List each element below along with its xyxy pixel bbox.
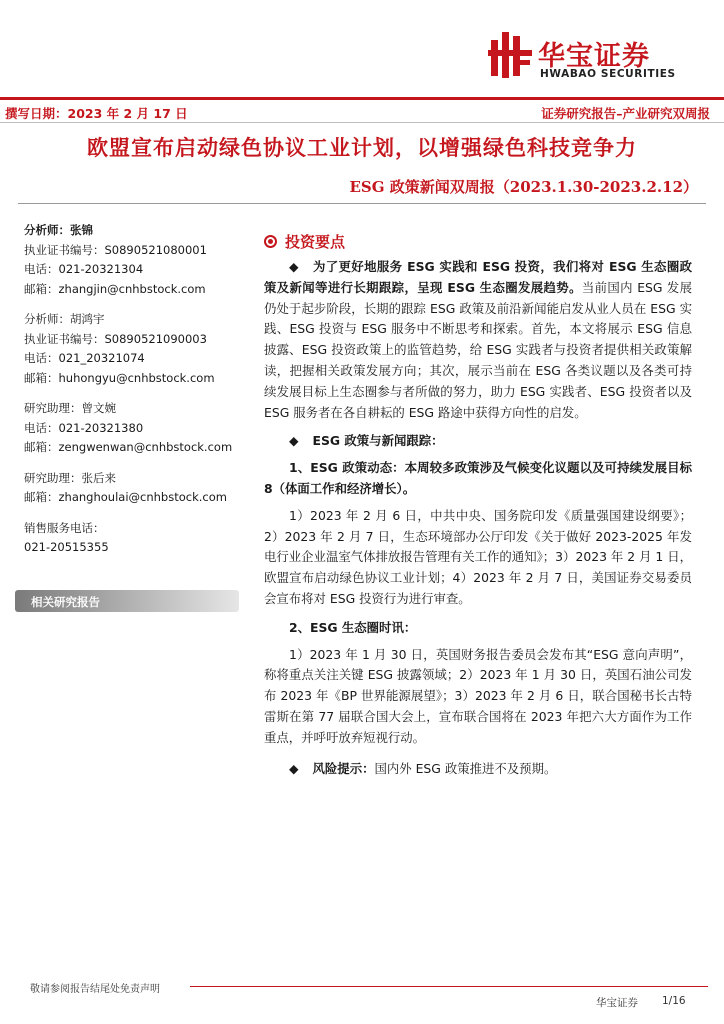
ecosystem-lead [264,618,692,639]
assistant-block [24,469,244,508]
sales-label: 销售服务电话： [24,520,105,535]
risk-warning [264,759,692,780]
title-divider [18,203,706,204]
footer-org: 华宝证券 [596,997,638,1009]
analyst-name: 分析师：张锦 [24,223,93,237]
analyst-cert: 执业证书编号：S0890521080001 [24,242,207,257]
ecosystem-text: 1）2023 年 1 月 30 日，英国财务报告委员会发布其“ESG 意向声明”，称将重点关注关键 ESG 披露领域；2）2023 年 1 月 30 日，英国石油公司发布 2023 年《BP 世界能源展望》；3）2023 年 2 月 6 日，联合国秘书长古特雷斯在第 77 届联合国大会上，宣布联合国将在 2023 年把六大方面作为工作重点，并呼吁放弃短视行动。 [264,646,692,745]
ecosystem-title: 2、ESG 生态圈时讯： [289,619,417,635]
header-red-rule [0,97,724,100]
section-header [264,227,692,255]
policy-header-text: ESG 政策与新闻跟踪： [312,433,444,449]
assistant-block [24,399,244,458]
section-title: 投资要点 [285,232,346,251]
risk-text: 国内外 ESG 政策推进不及预期。 [374,760,557,776]
ecosystem-body [264,645,692,749]
sales-phone: 021-20515355 [24,540,109,554]
page-number: 1/16 [662,995,686,1007]
diamond-bullet-icon: ◆ [289,259,299,274]
diamond-bullet-icon: ◆ [289,433,299,449]
footer-disclaimer: 敬请参阅报告结尾处免责声明 [30,984,160,995]
assistant-phone: 电话：021-20321380 [24,420,144,435]
logo-english-name: HWABAO SECURITIES [540,68,676,80]
analyst-phone: 电话：021-20321304 [24,262,144,276]
policy-dynamics-lead [264,458,692,500]
analyst-email[interactable]: 邮箱：zhangjin@cnhbstock.com [24,281,206,296]
company-logo [488,32,688,82]
report-type: 证券研究报告–产业研究双周报 [541,106,710,121]
report-subtitle: ESG 政策新闻双周报（2023.1.30-2023.2.12） [349,178,698,196]
intro-paragraph [264,257,692,423]
header-divider [0,122,724,123]
diamond-bullet-icon: ◆ [289,760,299,776]
report-title: 欧盟宣布启动绿色协议工业计划，以增强绿色科技竞争力 [87,135,637,160]
assistant-name: 研究助理：张后来 [24,470,116,485]
sales-block [24,519,244,558]
analyst-cert: 执业证书编号：S0890521090003 [24,331,207,346]
hwabao-logo-icon [488,32,532,78]
intro-lead: 为了更好地服务 ESG 实践和 ESG 投资，我们将对 ESG 生态圈政策及新闻等进行长期跟踪，呈现 ESG 生态圈发展趋势。 [264,259,693,295]
assistant-name: 研究助理：曾文婉 [24,401,116,415]
logo-chinese-name: 华宝证券 [538,41,650,72]
assistant-email[interactable]: 邮箱：zhanghoulai@cnhbstock.com [24,490,227,504]
risk-label: 风险提示： [312,760,375,776]
policy-dynamics-title: 1、ESG 政策动态：本周较多政策涉及气候变化议题以及可持续发展目标 8（体面工作和经济增长）。 [264,460,692,496]
analyst-name: 分析师：胡鸿宇 [24,312,105,326]
report-date: 撰写日期：2023 年 2 月 17 日 [5,106,188,121]
target-circle-icon [264,235,277,248]
header-bar [0,97,724,125]
analyst-phone: 电话：021_20321074 [24,351,145,365]
analyst-block [24,221,244,299]
analyst-block [24,310,244,388]
intro-text: 当前国内 ESG 发展仍处于起步阶段，长期的跟踪 ESG 政策及前沿新闻能启发从业人员在 ESG 实践、ESG 投资与 ESG 服务中不断思考和探索。首先，本文将展示 ESG 信息披露、ESG 投资政策上的监管趋势，给 ESG 实践者与投资者提供相关政策解读，把握相关政策发展方向；其次，展示当前在 ESG 各类议题以及各类可持续发展目标上生态圈参与者所做的努力，助力 ESG 实践者、ESG 投资者以及 ESG 服务者在各自耕耘的 ESG 路途中获得方向性的启发。 [264,279,692,420]
related-reports-label: 相关研究报告 [31,595,100,609]
analyst-info [24,221,244,558]
footer-rule [190,986,708,987]
analyst-email[interactable]: 邮箱：huhongyu@cnhbstock.com [24,370,215,385]
assistant-email[interactable]: 邮箱：zengwenwan@cnhbstock.com [24,440,233,454]
related-reports-banner [15,590,239,612]
policy-header [264,431,692,452]
policy-dynamics-text: 1）2023 年 2 月 6 日，中共中央、国务院印发《质量强国建设纲要》；2）2023 年 2 月 7 日，生态环境部办公厅印发《关于做好 2023-2025 年发电行业企业温室气体排放报告管理有关工作的通知》；3）2023 年 2 月 1 日，欧盟宣布启动绿色协议工业计划；4）2023 年 2 月 7 日，美国证券交易委员会宣布将对 ESG 投资行为进行审查。 [264,507,693,606]
investment-highlights [264,227,692,779]
policy-dynamics-body [264,506,692,610]
